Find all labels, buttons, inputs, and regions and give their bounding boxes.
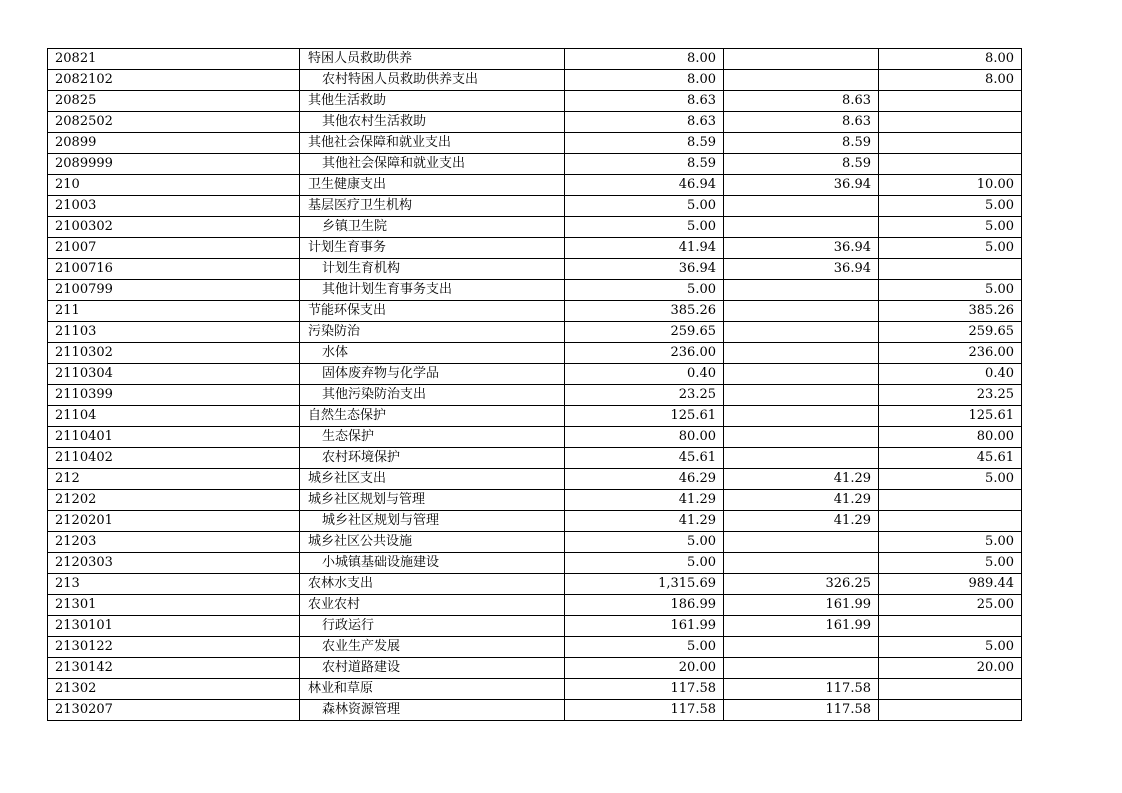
cell-project [879, 133, 1022, 154]
cell-code: 2130207 [48, 700, 300, 721]
table-row [48, 700, 1022, 721]
table-row [48, 616, 1022, 637]
cell-name: 固体废弃物与化学品 [300, 364, 565, 385]
cell-total: 186.99 [565, 595, 724, 616]
table-row [48, 343, 1022, 364]
cell-name: 城乡社区规划与管理 [300, 490, 565, 511]
cell-basic: 41.29 [724, 511, 879, 532]
cell-project [879, 259, 1022, 280]
cell-name: 林业和草原 [300, 679, 565, 700]
cell-name: 自然生态保护 [300, 406, 565, 427]
cell-project [879, 490, 1022, 511]
cell-project: 8.00 [879, 70, 1022, 91]
cell-code: 20825 [48, 91, 300, 112]
cell-name: 城乡社区规划与管理 [300, 511, 565, 532]
table-row [48, 490, 1022, 511]
cell-basic [724, 343, 879, 364]
table-row [48, 385, 1022, 406]
cell-name: 其他污染防治支出 [300, 385, 565, 406]
cell-total: 161.99 [565, 616, 724, 637]
cell-name: 计划生育事务 [300, 238, 565, 259]
cell-code: 20821 [48, 49, 300, 70]
cell-name: 农业生产发展 [300, 637, 565, 658]
cell-basic [724, 448, 879, 469]
cell-code: 21103 [48, 322, 300, 343]
cell-name: 生态保护 [300, 427, 565, 448]
cell-total: 46.29 [565, 469, 724, 490]
cell-project: 80.00 [879, 427, 1022, 448]
table-row [48, 595, 1022, 616]
cell-total: 5.00 [565, 553, 724, 574]
cell-basic [724, 637, 879, 658]
cell-basic: 326.25 [724, 574, 879, 595]
cell-name: 其他计划生育事务支出 [300, 280, 565, 301]
table-row [48, 553, 1022, 574]
cell-project [879, 700, 1022, 721]
cell-code: 2110401 [48, 427, 300, 448]
cell-project [879, 679, 1022, 700]
cell-total: 236.00 [565, 343, 724, 364]
cell-name: 节能环保支出 [300, 301, 565, 322]
cell-code: 2082102 [48, 70, 300, 91]
cell-name: 特困人员救助供养 [300, 49, 565, 70]
cell-name: 计划生育机构 [300, 259, 565, 280]
cell-name: 城乡社区公共设施 [300, 532, 565, 553]
cell-total: 125.61 [565, 406, 724, 427]
cell-total: 41.29 [565, 511, 724, 532]
cell-basic [724, 385, 879, 406]
cell-code: 2110402 [48, 448, 300, 469]
cell-name: 小城镇基础设施建设 [300, 553, 565, 574]
cell-project: 5.00 [879, 238, 1022, 259]
cell-project: 989.44 [879, 574, 1022, 595]
cell-code: 2100302 [48, 217, 300, 238]
cell-total: 80.00 [565, 427, 724, 448]
cell-code: 2130142 [48, 658, 300, 679]
cell-total: 5.00 [565, 280, 724, 301]
cell-basic: 8.59 [724, 154, 879, 175]
cell-total: 5.00 [565, 217, 724, 238]
cell-total: 8.00 [565, 49, 724, 70]
table-row [48, 112, 1022, 133]
cell-total: 8.59 [565, 154, 724, 175]
cell-code: 2120201 [48, 511, 300, 532]
cell-basic [724, 658, 879, 679]
cell-project: 5.00 [879, 637, 1022, 658]
table-row [48, 469, 1022, 490]
table-row [48, 574, 1022, 595]
cell-total: 8.63 [565, 112, 724, 133]
table-row [48, 133, 1022, 154]
cell-basic: 36.94 [724, 175, 879, 196]
cell-total: 41.29 [565, 490, 724, 511]
cell-project: 10.00 [879, 175, 1022, 196]
table-row [48, 301, 1022, 322]
cell-basic: 117.58 [724, 679, 879, 700]
table-row [48, 532, 1022, 553]
cell-project: 0.40 [879, 364, 1022, 385]
cell-name: 污染防治 [300, 322, 565, 343]
cell-name: 卫生健康支出 [300, 175, 565, 196]
cell-basic: 161.99 [724, 595, 879, 616]
cell-name: 水体 [300, 343, 565, 364]
cell-basic: 36.94 [724, 238, 879, 259]
cell-basic [724, 49, 879, 70]
cell-basic [724, 427, 879, 448]
table-row [48, 658, 1022, 679]
cell-basic [724, 532, 879, 553]
cell-project: 8.00 [879, 49, 1022, 70]
cell-total: 45.61 [565, 448, 724, 469]
cell-name: 森林资源管理 [300, 700, 565, 721]
cell-name: 其他社会保障和就业支出 [300, 133, 565, 154]
table-row [48, 217, 1022, 238]
cell-basic: 41.29 [724, 490, 879, 511]
cell-code: 2120303 [48, 553, 300, 574]
cell-name: 农村环境保护 [300, 448, 565, 469]
cell-project: 20.00 [879, 658, 1022, 679]
table-row [48, 637, 1022, 658]
cell-name: 城乡社区支出 [300, 469, 565, 490]
cell-total: 5.00 [565, 532, 724, 553]
cell-basic [724, 301, 879, 322]
table-row [48, 280, 1022, 301]
cell-project [879, 511, 1022, 532]
table-row [48, 175, 1022, 196]
cell-total: 46.94 [565, 175, 724, 196]
cell-name: 基层医疗卫生机构 [300, 196, 565, 217]
cell-project: 5.00 [879, 196, 1022, 217]
cell-code: 2110302 [48, 343, 300, 364]
cell-project [879, 112, 1022, 133]
cell-total: 20.00 [565, 658, 724, 679]
cell-basic: 8.63 [724, 91, 879, 112]
cell-code: 2110399 [48, 385, 300, 406]
table-row [48, 406, 1022, 427]
cell-project [879, 91, 1022, 112]
table-row [48, 322, 1022, 343]
cell-total: 5.00 [565, 196, 724, 217]
cell-code: 21202 [48, 490, 300, 511]
cell-code: 2130122 [48, 637, 300, 658]
cell-basic [724, 196, 879, 217]
cell-project: 23.25 [879, 385, 1022, 406]
cell-total: 385.26 [565, 301, 724, 322]
cell-basic: 36.94 [724, 259, 879, 280]
cell-code: 211 [48, 301, 300, 322]
cell-project: 45.61 [879, 448, 1022, 469]
cell-basic: 41.29 [724, 469, 879, 490]
cell-name: 其他社会保障和就业支出 [300, 154, 565, 175]
table-row [48, 427, 1022, 448]
cell-basic: 117.58 [724, 700, 879, 721]
cell-name: 行政运行 [300, 616, 565, 637]
cell-basic [724, 364, 879, 385]
cell-total: 117.58 [565, 700, 724, 721]
cell-project: 5.00 [879, 532, 1022, 553]
cell-project: 5.00 [879, 469, 1022, 490]
table-row [48, 154, 1022, 175]
cell-code: 210 [48, 175, 300, 196]
cell-project: 5.00 [879, 553, 1022, 574]
cell-name: 农业农村 [300, 595, 565, 616]
cell-code: 2130101 [48, 616, 300, 637]
cell-code: 2100799 [48, 280, 300, 301]
cell-project: 385.26 [879, 301, 1022, 322]
cell-total: 1,315.69 [565, 574, 724, 595]
cell-name: 农村特困人员救助供养支出 [300, 70, 565, 91]
table-row [48, 679, 1022, 700]
table-row [48, 259, 1022, 280]
cell-basic: 8.63 [724, 112, 879, 133]
cell-total: 8.59 [565, 133, 724, 154]
cell-basic [724, 406, 879, 427]
cell-total: 259.65 [565, 322, 724, 343]
cell-name: 农村道路建设 [300, 658, 565, 679]
cell-project: 5.00 [879, 217, 1022, 238]
table-row [48, 364, 1022, 385]
table-row [48, 511, 1022, 532]
cell-code: 20899 [48, 133, 300, 154]
cell-code: 2082502 [48, 112, 300, 133]
cell-project: 259.65 [879, 322, 1022, 343]
cell-code: 21301 [48, 595, 300, 616]
cell-code: 21003 [48, 196, 300, 217]
cell-total: 23.25 [565, 385, 724, 406]
cell-project: 125.61 [879, 406, 1022, 427]
cell-basic [724, 553, 879, 574]
table-row [48, 91, 1022, 112]
cell-code: 2100716 [48, 259, 300, 280]
cell-project: 5.00 [879, 280, 1022, 301]
cell-code: 21302 [48, 679, 300, 700]
cell-project: 25.00 [879, 595, 1022, 616]
cell-basic [724, 70, 879, 91]
table-row [48, 238, 1022, 259]
cell-name: 其他生活救助 [300, 91, 565, 112]
cell-code: 21007 [48, 238, 300, 259]
table-row [48, 49, 1022, 70]
cell-project: 236.00 [879, 343, 1022, 364]
table-row [48, 196, 1022, 217]
cell-code: 21104 [48, 406, 300, 427]
cell-basic: 8.59 [724, 133, 879, 154]
cell-total: 0.40 [565, 364, 724, 385]
cell-total: 117.58 [565, 679, 724, 700]
cell-code: 2089999 [48, 154, 300, 175]
cell-basic [724, 280, 879, 301]
cell-total: 41.94 [565, 238, 724, 259]
cell-code: 213 [48, 574, 300, 595]
table-row [48, 448, 1022, 469]
cell-project [879, 154, 1022, 175]
budget-table [47, 48, 1022, 721]
cell-basic: 161.99 [724, 616, 879, 637]
cell-name: 乡镇卫生院 [300, 217, 565, 238]
cell-code: 2110304 [48, 364, 300, 385]
budget-table-body [48, 49, 1022, 721]
cell-code: 212 [48, 469, 300, 490]
cell-code: 21203 [48, 532, 300, 553]
cell-total: 36.94 [565, 259, 724, 280]
cell-basic [724, 322, 879, 343]
cell-total: 8.63 [565, 91, 724, 112]
cell-total: 5.00 [565, 637, 724, 658]
cell-name: 农林水支出 [300, 574, 565, 595]
cell-name: 其他农村生活救助 [300, 112, 565, 133]
cell-total: 8.00 [565, 70, 724, 91]
cell-project [879, 616, 1022, 637]
table-row [48, 70, 1022, 91]
cell-basic [724, 217, 879, 238]
